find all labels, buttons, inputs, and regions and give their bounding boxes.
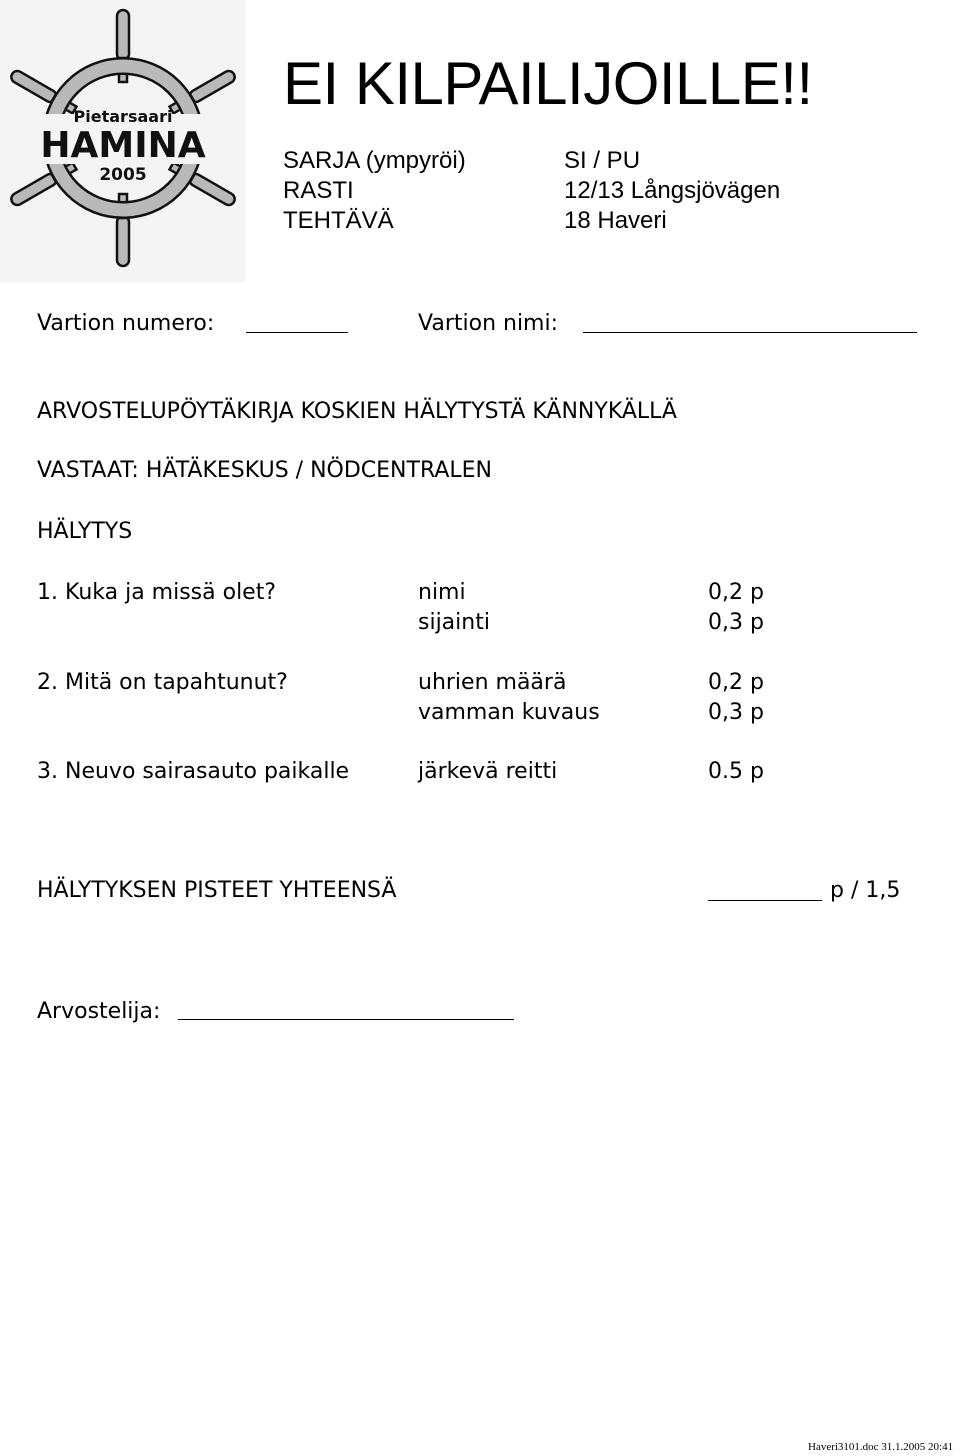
- total-score-field[interactable]: [708, 900, 822, 901]
- logo-text-top: Pietarsaari: [73, 107, 173, 126]
- logo-text-main: HAMINA: [40, 125, 206, 166]
- criterion-points: 0,2 p: [708, 580, 764, 605]
- question-2: 2. Mitä on tapahtunut?: [37, 670, 288, 695]
- responder-line: VASTAAT: HÄTÄKESKUS / NÖDCENTRALEN: [37, 458, 493, 483]
- question-1: 1. Kuka ja missä olet?: [37, 580, 277, 605]
- team-name-field[interactable]: [583, 332, 917, 333]
- evaluator-label: Arvostelija:: [37, 999, 161, 1024]
- criterion-points: 0.5 p: [708, 759, 764, 784]
- criterion-label: nimi: [418, 580, 466, 605]
- evaluator-field[interactable]: [178, 1019, 514, 1020]
- criterion-points: 0,3 p: [708, 610, 764, 635]
- team-number-field[interactable]: [246, 332, 348, 333]
- team-number-label: Vartion numero:: [37, 311, 215, 336]
- total-max: p / 1,5: [830, 878, 901, 903]
- question-3: 3. Neuvo sairasauto paikalle: [37, 759, 350, 784]
- header-value-sarja: SI / PU: [564, 147, 641, 174]
- team-name-label: Vartion nimi:: [418, 311, 559, 336]
- criterion-points: 0,3 p: [708, 700, 764, 725]
- section-heading: HÄLYTYS: [37, 519, 133, 544]
- criterion-label: uhrien määrä: [418, 670, 567, 695]
- page-title: EI KILPAILIJOILLE!!: [283, 50, 813, 117]
- header-value-tehtava: 18 Haveri: [564, 207, 667, 234]
- header-label-rasti: RASTI: [283, 177, 354, 204]
- criterion-label: vamman kuvaus: [418, 700, 600, 725]
- header-label-tehtava: TEHTÄVÄ: [283, 207, 394, 234]
- hamina-logo: [0, 0, 245, 282]
- file-footer: Haveri3101.doc 31.1.2005 20:41: [808, 1441, 954, 1453]
- total-label: HÄLYTYKSEN PISTEET YHTEENSÄ: [37, 878, 397, 903]
- criterion-label: sijainti: [418, 610, 490, 635]
- logo-year: 2005: [99, 165, 147, 185]
- header-value-rasti: 12/13 Långsjövägen: [564, 177, 781, 204]
- header-label-sarja: SARJA (ympyröi): [283, 147, 466, 174]
- criterion-points: 0,2 p: [708, 670, 764, 695]
- form-heading: ARVOSTELUPÖYTÄKIRJA KOSKIEN HÄLYTYSTÄ KÄNNYKÄLLÄ: [37, 399, 677, 424]
- criterion-label: järkevä reitti: [418, 759, 558, 784]
